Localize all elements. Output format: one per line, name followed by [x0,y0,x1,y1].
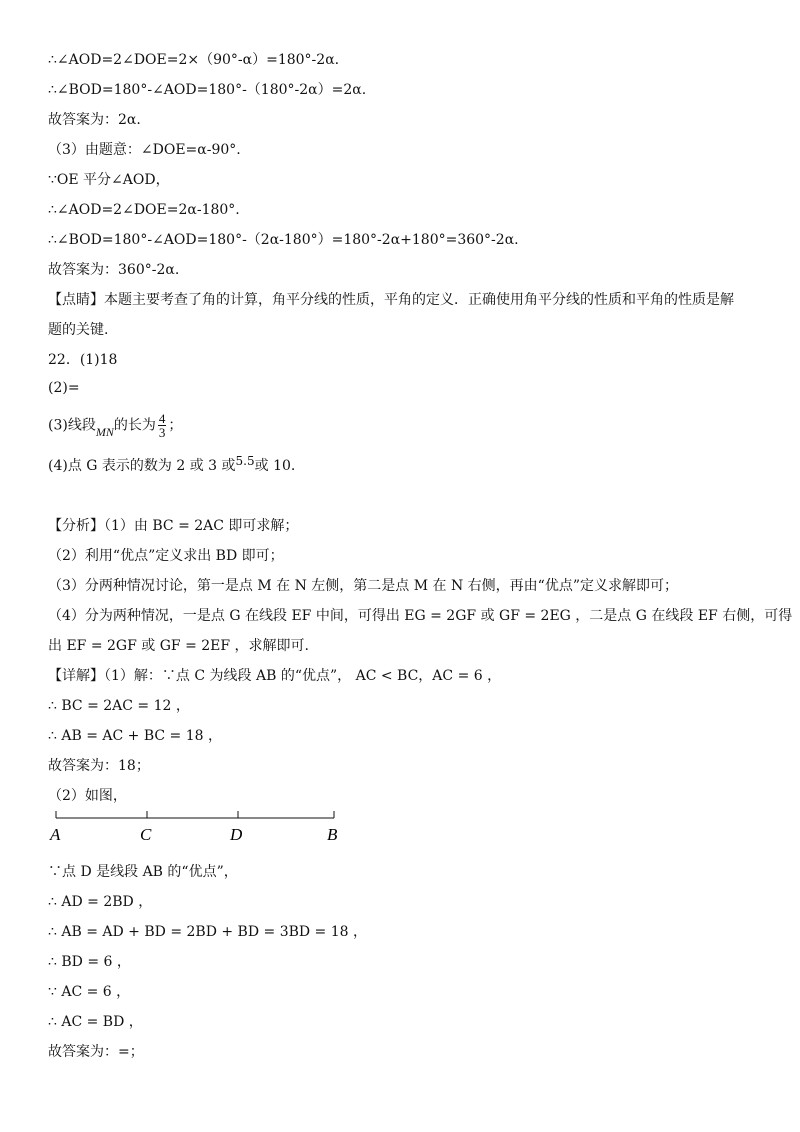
label-a: A [50,825,61,844]
question-number: 22．(1)18 [48,352,118,368]
answer-line: 故答案为：18； [48,758,150,774]
analysis-line: （2）利用“优点”定义求出 BD 即可； [48,548,284,564]
detail-line: ∴ BD = 6 ， [48,954,131,970]
detail-line: ∵点 D 是线段 AB 的“优点”， [48,864,238,880]
answer-3-mid: 的长为 [113,417,156,434]
fraction-numerator: 4 [158,411,166,426]
detail-line: ∴ AD = 2BD ， [48,894,153,910]
analysis-line: （3）分两种情况讨论，第一是点 M 在 N 左侧，第二是点 M 在 N 右侧，再由“优点”定义求解即可； [48,578,678,594]
solution-line: ∴∠BOD=180°-∠AOD=180°-（2α-180°）=180°-2α+180°=360°-2α. [48,232,519,248]
comment-line: 题的关键. [48,322,109,338]
answer-line: (2)= [48,380,80,396]
detail-line: ∴ AC = BD ， [48,1014,143,1030]
answer-3 [48,412,182,439]
segment-figure [40,808,360,848]
segment-name: MN [95,424,114,439]
answer-line: 故答案为：360°-2α. [48,262,180,278]
solution-line: ∴∠BOD=180°-∠AOD=180°-（180°-2α）=2α. [48,82,367,98]
label-b: B [327,825,338,844]
comment-line: 【点睛】本题主要考查了角的计算，角平分线的性质，平角的定义．正确使用角平分线的性质和平角的性质是解 [48,292,734,308]
solution-line: ∵OE 平分∠AOD， [48,172,170,188]
answer-4 [48,456,295,476]
answer-3-prefix: (3)线段 [48,417,96,434]
label-d: D [230,825,243,844]
answer-4-prefix: (4)点 G 表示的数为 2 或 3 或 [48,458,236,474]
detail-line: （2）如图， [48,788,127,804]
answer-line: 故答案为：2α. [48,112,141,128]
answer-3-suffix: ； [168,417,183,434]
detail-line: ∴ AB = AC + BC = 18 ， [48,728,222,744]
analysis-line: 出 EF = 2GF 或 GF = 2EF ，求解即可. [48,638,309,654]
analysis-line: （4）分为两种情况，一是点 G 在线段 EF 中间，可得出 EG = 2GF 或 GF = 2EG ，二是点 G 在线段 EF 右侧，可得 [48,608,793,624]
answer-line: 故答案为：=； [48,1044,144,1060]
analysis-line: 【分析】（1）由 BC = 2AC 即可求解； [48,518,299,534]
answer-4-suffix: 或 10. [254,458,296,474]
solution-line: ∴∠AOD=2∠DOE=2α-180°. [48,202,240,218]
detail-line: ∴ BC = 2AC = 12 ， [48,698,190,714]
solution-line: ∴∠AOD=2∠DOE=2×（90°-α）=180°-2α. [48,52,340,68]
detail-line: ∴ AB = AD + BD = 2BD + BD = 3BD = 18 ， [48,924,368,940]
fraction-denominator: 3 [158,425,166,440]
detail-line: ∵ AC = 6 ， [48,984,131,1000]
answer-4-value: 5.5 [235,454,255,468]
solution-line: （3）由题意：∠DOE=α-90°. [48,142,241,158]
fraction [158,412,167,439]
detail-line: 【详解】（1）解：∵点 C 为线段 AB 的“优点”， AC < BC，AC = 6 ， [48,668,502,684]
label-c: C [140,825,152,844]
